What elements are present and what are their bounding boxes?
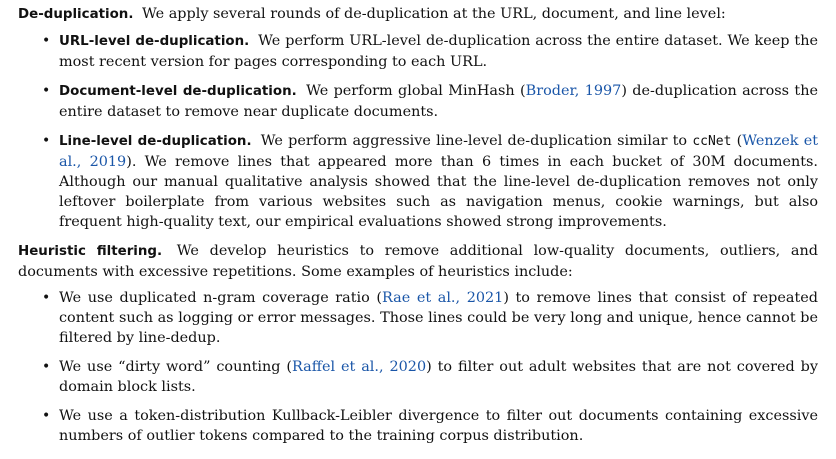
item-title: Document-level de-duplication. bbox=[59, 84, 297, 99]
citation-separator: , bbox=[455, 290, 467, 306]
dedup-list bbox=[18, 31, 818, 232]
list-item bbox=[18, 288, 818, 348]
bullet-icon: • bbox=[42, 83, 51, 99]
item-text: We use duplicated n-gram coverage ratio ( bbox=[59, 290, 383, 306]
citation-year: 2019 bbox=[89, 154, 127, 170]
item-text: ) de-duplication across the entire dataset to remove near duplicate documents. bbox=[59, 83, 818, 120]
citation-year: 1997 bbox=[584, 83, 622, 99]
bullet-icon: • bbox=[42, 359, 51, 375]
citation-author: Broder bbox=[525, 83, 575, 99]
list-item bbox=[18, 131, 818, 232]
item-text: We perform URL-level de-duplication across the entire dataset. We keep the most recent version for pages corresponding to each URL. bbox=[59, 33, 818, 70]
item-title: Line-level de-duplication. bbox=[59, 134, 252, 149]
citation-link[interactable] bbox=[526, 83, 622, 99]
heuristic-intro: We develop heuristics to remove additional low-quality documents, outliers, and documents with excessive repetitions. Some examples of heuristics include: bbox=[18, 243, 818, 280]
citation-separator: , bbox=[379, 359, 390, 375]
citation-separator: , bbox=[574, 83, 585, 99]
heuristic-heading: Heuristic filtering. bbox=[18, 244, 163, 259]
bullet-icon: • bbox=[42, 33, 51, 49]
bullet-icon: • bbox=[42, 408, 51, 424]
heuristic-paragraph bbox=[18, 241, 818, 282]
paper-excerpt bbox=[18, 0, 818, 446]
item-text: ( bbox=[731, 133, 743, 149]
item-title: URL-level de-duplication. bbox=[59, 34, 250, 49]
item-text: We use “dirty word” counting ( bbox=[59, 359, 293, 375]
heuristic-list bbox=[18, 288, 818, 446]
dedup-heading: De-duplication. bbox=[18, 7, 134, 22]
bullet-icon: • bbox=[42, 290, 51, 306]
list-item bbox=[18, 31, 818, 72]
item-text: ) to remove lines that consist of repeated content such as logging or error messages. Those lines could be very long and unique, hence cannot be filtered by line-dedup. bbox=[59, 290, 818, 346]
bullet-icon: • bbox=[42, 133, 51, 149]
citation-author: Raffel et al. bbox=[292, 359, 379, 375]
citation-separator: , bbox=[76, 154, 90, 170]
citation-author: Rae et al. bbox=[382, 290, 456, 306]
citation-year: 2020 bbox=[389, 359, 427, 375]
dedup-intro: We apply several rounds of de-duplication at the URL, document, and line level: bbox=[142, 6, 726, 22]
item-text: We perform global MinHash ( bbox=[306, 83, 526, 99]
citation-link[interactable] bbox=[382, 290, 503, 306]
dedup-paragraph bbox=[18, 4, 818, 25]
item-text: ). We remove lines that appeared more than 6 times in each bucket of 30M documents. Although our manual qualitative analysis showed that the line-level de-duplication removes not only leftover boilerplate from various websites such as navigation menus, cookie warnings, but also frequent high-quality text, our empirical evaluations showed strong improvements. bbox=[59, 154, 818, 230]
item-text: ) to filter out adult websites that are not covered by domain block lists. bbox=[59, 359, 819, 395]
citation-author: Wenzek et al. bbox=[59, 133, 819, 170]
item-text: We use a token-distribution Kullback-Leibler divergence to filter out documents containing excessive numbers of outlier tokens compared to the training corpus distribution. bbox=[59, 408, 818, 444]
code-term: ccNet bbox=[692, 134, 732, 149]
item-text: We perform aggressive line-level de-duplication similar to bbox=[260, 133, 693, 149]
citation-link[interactable] bbox=[292, 359, 426, 375]
list-item bbox=[18, 357, 818, 397]
list-item bbox=[18, 406, 818, 446]
list-item bbox=[18, 81, 818, 122]
citation-year: 2021 bbox=[466, 290, 504, 306]
